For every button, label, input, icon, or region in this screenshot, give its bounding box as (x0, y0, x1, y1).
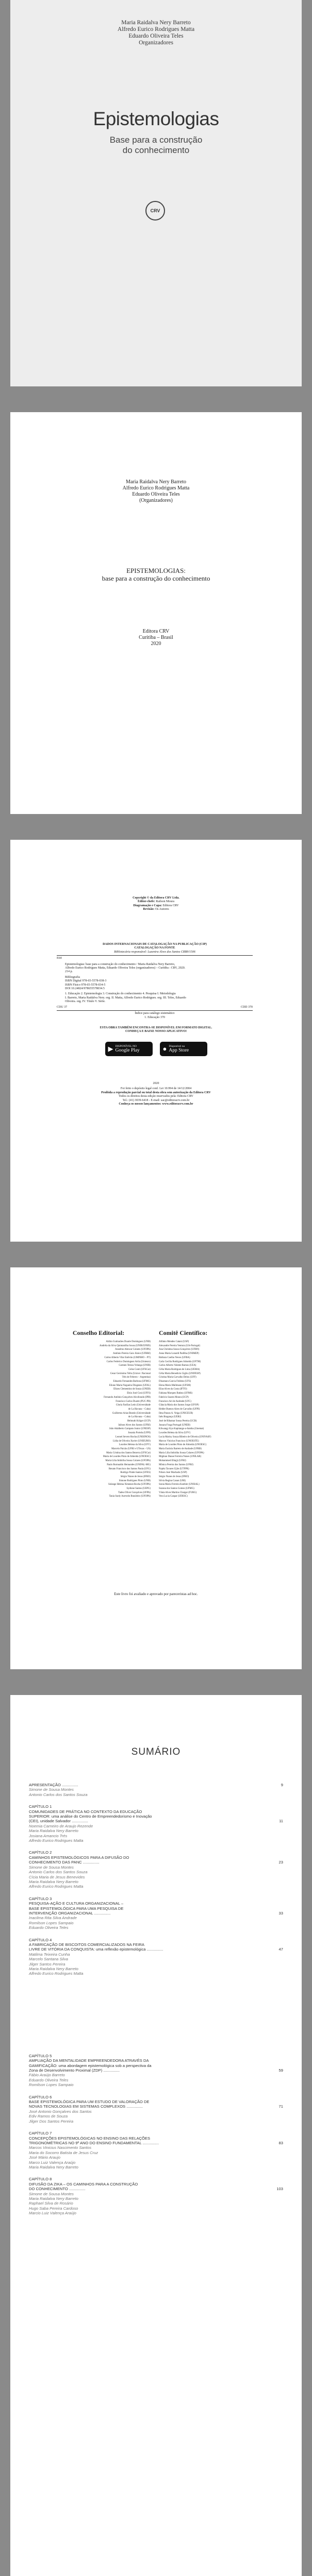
council-columns (46, 1329, 263, 1499)
title-page (10, 412, 302, 814)
chapter-title-text: SUPERIOR: uma análise do Centro de Empreendedorismo e Inovação (29, 1814, 152, 1819)
page-number: 59 (278, 2068, 283, 2073)
chapter-title-text: NOVAS TECNOLOGIAS EM SISTEMAS COMPLEXOS (29, 2104, 126, 2109)
chapter-title-text: A FABRICAÇÃO DE BISCOITOS COMERCIALIZADOS NA FEIRA (29, 1942, 144, 1947)
chapter-title-line (29, 2182, 283, 2187)
catalog-card (57, 943, 253, 1020)
publication-year: 2020 (151, 641, 161, 647)
scientific-member: Najela Tavares Ujiie (UTFPR) (159, 1467, 189, 1470)
dot-leader: ............... (93, 1910, 111, 1916)
scientific-member: Inês Bragança (UERJ) (159, 1416, 182, 1419)
chapter-author: Ediv Ramos de Souza (29, 2114, 68, 2119)
dot-leader: ............... (71, 1819, 88, 1824)
dot-leader: ............... (125, 2104, 143, 2109)
title-page-title (10, 567, 302, 582)
chapter-title-line (29, 1942, 283, 1947)
editorial-member: Maria de Lourdes Pinto de Almeida (UNOESC) (103, 1455, 151, 1459)
chapter-author: Simone de Sousa Montes (29, 2191, 74, 2196)
scientific-member: Mohammed Elhajji (UFRJ) (159, 1460, 186, 1463)
chapter-author: Marcos Vinicius Nascimento Santos (29, 2145, 91, 2150)
review-name: Os Autores (155, 908, 169, 911)
chapter-author: Jilger Dos Santos Pereira (29, 2119, 74, 2124)
editorial-member: Élsio José Corá (UFFS) (127, 1392, 151, 1395)
copyright-page (10, 840, 302, 1242)
editorial-member: Francisco Carlos Duarte (PUC-PR) (116, 1400, 151, 1403)
catalog-line: Oliveira. org. IV. Título V. Série. (65, 1000, 106, 1004)
author-name: Eduardo Oliveira Teles (132, 492, 180, 497)
scientific-member: Sonia Maria Ferreira Koehler (UNISAL) (159, 1483, 200, 1486)
chapter-title-text: INTERVENÇÃO ORGANIZACIONAL (29, 1910, 93, 1916)
scientific-member: Vera Lucia Gaspar (UDESC) (159, 1495, 188, 1498)
review-label: Revisão: (143, 908, 155, 911)
editorial-member: Lourdes Helena da Silva (UFV) (119, 1444, 151, 1447)
chapter-title-line (29, 1947, 283, 1952)
chapter-author: Simone de Sousa Montes (29, 1787, 74, 1792)
editorial-member: Eduardo Fernandes Barbosa (UFMG) (113, 1380, 151, 1383)
chapter-title-line (29, 1783, 283, 1787)
scientific-member: Fabrício Soares Moura (UCP) (159, 1396, 189, 1399)
dot-leader: ............... (145, 1947, 163, 1952)
book-subtitle: base para a construção do conhecimento (102, 574, 210, 582)
badge-caption: DISPONÍVEL NO (115, 1044, 137, 1048)
chapter-author: Eduardo Oliveira Teles (29, 2077, 69, 2082)
chapter-author: José Mário Araujo (29, 2155, 60, 2160)
editorial-member: Carlos Federico Dominguez Avila (Unieuro) (106, 1360, 151, 1363)
legal-line: Todos os direitos desta edição reservados pela: Editora CRV (119, 1095, 193, 1098)
author-role: (Organizadores) (139, 498, 173, 503)
legal-line: Proibida a reprodução parcial ou total desta obra sem autorização da Editora CRV (101, 1091, 211, 1094)
toc-entry (29, 1783, 283, 1797)
scientific-committee (159, 1329, 263, 1499)
editorial-member: Elizeu Clementino de Souza (UNEB) (113, 1388, 151, 1391)
page-number: 47 (278, 1947, 283, 1952)
chapter-author: Matilma Teixeira Cunha (29, 1952, 70, 1957)
chapter-title-text: CAMINHOS EPISTEMOLÓGICOS PARA A DIFUSÃO DO (29, 1855, 129, 1860)
catalog-line: Bibliografia (65, 975, 80, 979)
catalog-heading: CATALOGAÇÃO NA FONTE (134, 946, 175, 950)
badge-name: Google Play (115, 1047, 140, 1053)
author-role: Organizadores (139, 40, 173, 46)
scientific-member: José de Ribamar Sousa Pereira (UCB) (159, 1420, 197, 1423)
chapter-title-line (29, 2099, 283, 2104)
play-store-icon: ▶ (108, 1045, 113, 1053)
chapter-title-text: CONCEPÇÕES EPISTEMOLÓGICAS NO ENSINO DAS RELAÇÕES (29, 2136, 151, 2141)
book-title: EPISTEMOLOGIAS: (126, 567, 186, 574)
cover-authors (10, 20, 302, 46)
editorial-member: Paulo Romualdo Hernandes (UNIFAL-MG) (107, 1463, 151, 1466)
chapter-author: Romilson Lopes Sampaio (29, 2082, 74, 2088)
scientific-member: Vânia Alves Martins Chaigar (FURG) (159, 1491, 197, 1494)
chapter-author: Raphael Silva de Rosário (29, 2201, 73, 2206)
chapter-title-text: GAMIFICAÇÃO: uma abordagem epistemológica sob a perspectiva da (29, 2063, 152, 2068)
editorial-member: Rodrigo Pratte-Santos (UFES) (120, 1471, 151, 1475)
chapter-title-text: COMUNIDADES DE PRÁTICA NO CONTEXTO DA EDUCAÇÃO (29, 1809, 142, 1814)
scientific-member: Carla Cecília Rodrigues Almeida (UFTM) (159, 1360, 201, 1363)
editorial-member: Tania Suely Azevedo Brasileiro (UFOPA) (109, 1495, 151, 1498)
scientific-member: Jussara Fraga Portugal (UNEB) (159, 1423, 190, 1427)
editorial-member: Guillermo Arias Beatón (Universidade (112, 1412, 151, 1415)
council-page (10, 1267, 302, 1669)
catalog-line: ISBN Digital 978-65-5578-038-3 (65, 979, 107, 983)
chapter-author: Josiana Amancio Trés (29, 1833, 68, 1838)
dot-leader: ............... (141, 2140, 159, 2145)
chapter-author: Maria Raidalva Nery Barreto (29, 1828, 78, 1834)
scientific-member: Suzana dos Santos Gomes (UFMG) (159, 1487, 194, 1490)
chapter-author: Antonio Carlos dos Santos Souza (29, 1870, 88, 1875)
chapter-title-line (29, 2058, 283, 2063)
cover-page (10, 0, 302, 386)
chapter-author: Marcelo Santana Silva (29, 1957, 68, 1962)
chapter-author: Maria do Socorro Batista de Jesus Cruz (29, 2150, 98, 2155)
chapter-title-line (29, 2068, 283, 2073)
editorial-member: Marcelo Paixão (UFRJ e UTexas – US) (111, 1447, 151, 1450)
editorial-member: Leonel Severo Rocha (UNISINOS) (115, 1435, 151, 1438)
scientific-member: Dinamara Garcia Feldens (UFS) (159, 1380, 191, 1383)
editorial-member: Josania Portela (UFPI) (128, 1432, 151, 1435)
editorial-member: Fernando Antônio Gonçalves Alcoforado (IPB) (104, 1396, 151, 1399)
scientific-member: Gláucia Maria dos Santos Jorge (UFOP) (159, 1404, 199, 1407)
page-number: 103 (276, 2187, 283, 2192)
chapter-title-line (29, 1906, 283, 1911)
editorial-member: de La Havana – Cuba) (128, 1416, 151, 1419)
page-number: 23 (278, 1860, 283, 1865)
scientific-member: Alexandre Pereira Ventura (UA-Portugal) (159, 1344, 200, 1347)
scientific-member: Lucia Marisy Souza Ribeiro de Oliveira (UNIVASF) (159, 1435, 211, 1438)
chapter-title-line (29, 1860, 283, 1865)
catalog-line: 214 p. (65, 970, 73, 974)
chapter-title-text: Zona de Desenvolvimento Proximal (ZDP) (29, 2068, 103, 2073)
chapter-author: Maria Raidalva Nery Barreto (29, 1967, 78, 1971)
chapter-title-line (29, 1855, 283, 1860)
chapter-author: Cícia Maria de Jesus Benevides (29, 1874, 85, 1879)
store-badges (10, 1042, 302, 1056)
google-play-badge[interactable] (105, 1042, 153, 1056)
editorial-board (46, 1329, 151, 1499)
chapter-author: Eduardo Oliveira Teles (29, 1925, 69, 1930)
chapter-title-text: LIVRE DE VITÓRIA DA CONQUISTA: uma reflexão epistemológica (29, 1947, 146, 1952)
scientific-member: Marcos Vinicius Francisco (UNOESTE) (159, 1439, 199, 1443)
cdd-code: CDD 370 (240, 1005, 253, 1009)
scientific-member: Míghian Danae Ferreira Nunes (UNILAB) (159, 1455, 202, 1459)
editorial-member: João Adalberto Campato Junior (UNESP) (109, 1428, 151, 1431)
scientific-member: Elena Maria Mallmann (UFSM) (159, 1384, 191, 1387)
catalog-line: DOI 10.24824/978655578034.5 (65, 987, 105, 991)
apple-icon: ● (162, 1045, 167, 1053)
scientific-member: Fabiana Marques Batista (UFMS) (159, 1392, 193, 1395)
dot-leader: ............... (68, 2187, 86, 2192)
author-name: Alfredo Eurico Rodrigues Matta (117, 26, 195, 32)
chapter-label: CAPÍTULO 1 (29, 1804, 52, 1809)
editorial-member: Carmen Tereza Velanga (UNIR) (119, 1364, 151, 1367)
dot-leader: ............... (60, 1783, 78, 1787)
scientific-member: Sérgio Nunes de Jesus (IFRO) (159, 1475, 189, 1478)
crv-logo-icon (145, 201, 165, 221)
editorial-member: Três de Febrero – Argentina) (122, 1376, 151, 1379)
chapter-author: Marco Luiz Valença Araújo (29, 2160, 76, 2165)
scientific-member: Elias Alves da Costa (IFTO) (159, 1388, 187, 1391)
chapter-author: Alfredo Eurico Rodrigues Matta (29, 1838, 84, 1843)
catalog-librarian: Bibliotecária responsável: Luzenira Alves dos Santos CRB9/1506 (114, 950, 195, 954)
chapter-author: Antonio Carlos dos Santos Souza (29, 1792, 88, 1797)
scientific-member: Maria Eurácia Barreto de Andrade (UFRB) (159, 1447, 202, 1450)
chapter-author: Fábio Araújo Barreto (29, 2073, 65, 2078)
scientific-member: Célia Maria Benedicto Giglio (UNIFESP) (159, 1372, 201, 1375)
scientific-member: Maria Lília Imbiriba Sousa Colares (UFOPA) (159, 1451, 204, 1454)
catalog-line: Alfredo Eurico Rodrigues Matta, Eduardo Oliveira Teles (organizadores) – Curitiba : CRV, 2020. (65, 967, 186, 970)
dot-leader: ............... (102, 2068, 120, 2073)
chapter-title-text: BASE EPISTEMOLÓGICA PARA UMA PESQUISA DE (29, 1906, 124, 1911)
page-number: 33 (278, 1910, 283, 1916)
scientific-member: Bárbara Coelho Neves (UFBA) (159, 1356, 190, 1359)
chapter-label: CAPÍTULO 7 (29, 2131, 52, 2136)
page-number: 83 (278, 2140, 283, 2145)
editorial-member: Sydione Santos (UEPG) (126, 1487, 151, 1490)
chapter-title-line (29, 1814, 283, 1819)
dot-leader: ............... (81, 1860, 100, 1865)
chapter-title-line (29, 1819, 283, 1823)
layout-name: Editora CRV (162, 904, 179, 907)
chapter-author: Inacilma Rita Silva Andrade (29, 1916, 77, 1921)
toc-entry (29, 1896, 283, 1930)
scientific-heading: Comitê Científico: (159, 1329, 208, 1336)
catalog-heading: DADOS INTERNACIONAIS DE CATALOGAÇÃO NA PUBLICAÇÃO (CIP) (103, 943, 207, 946)
subtitle-line: Base para a construção (109, 135, 203, 145)
catalog-line: 1. Educação 2. Epistemologia 3. Construção do conhecimento 4. Pesquisa I. Metodologia (65, 992, 176, 996)
chapter-title-line (29, 1809, 283, 1814)
chapter-title-line (29, 2187, 283, 2191)
table-of-contents (29, 1783, 283, 2223)
chapter-label: CAPÍTULO 8 (29, 2177, 52, 2182)
copyright-block (10, 896, 302, 912)
legal-block (10, 1082, 302, 1106)
toc-entry (29, 1850, 283, 1889)
chapter-author: Maria Raidalva Nery Barreto (29, 1879, 78, 1884)
chapter-author: Alfredo Eurico Rodrigues Matta (29, 1971, 84, 1976)
scientific-member: Ilma Passos A. Veiga (UNICEUB) (159, 1412, 193, 1415)
editorial-member: Maria Lília Imbiriba Sousa Colares (UFOPA) (105, 1460, 151, 1463)
scientific-member: Célia Maria Rodrigues de Lima (UEMA) (159, 1368, 200, 1371)
scientific-member: Helder Buenos Aires de Carvalho (UFPI) (159, 1408, 200, 1411)
toc-entry (29, 2131, 283, 2170)
chapter-title-text: CONHECIMENTO DAS PANC (29, 1860, 82, 1865)
scientific-member: Mônica Pereira dos Santos (UFRJ) (159, 1463, 193, 1466)
chapter-author: José Antonio Gonçalves dos Santos (29, 2109, 92, 2114)
summary-page (10, 1695, 302, 2576)
chapter-label: CAPÍTULO 2 (29, 1850, 52, 1855)
scientific-member: Maria de Lourdes Pinto de Almeida (UNOESC) (159, 1444, 207, 1447)
editor-label: Editor-chefe: (137, 900, 155, 904)
author-name: Maria Raidalva Nery Barreto (121, 20, 191, 26)
author-name: Maria Raidalva Nery Barreto (126, 479, 186, 485)
chapter-title-text: DIFUSÃO DA ZIKA – OS CAMINHOS PARA A CONSTRUÇÃO (29, 2181, 138, 2187)
scientific-member: Ana Christina Souza Gonçalves (UFRN) (159, 1348, 200, 1351)
editorial-member: Maria Cristina dos Santos Bezerra (UFSCar) (106, 1451, 151, 1454)
chapter-title-line (29, 1901, 283, 1906)
cdu-code: CDU 37 (57, 1005, 68, 1009)
chapter-author: Marcio Luiz Valença Araújo (29, 2211, 76, 2216)
editorial-member: Elione Maria Nogueira Diogenes (UFAL) (109, 1384, 151, 1387)
toc-entry (29, 2095, 283, 2124)
editorial-member: Antônio Pereira Gaio Júnior (UFRRJ) (112, 1352, 151, 1355)
scientific-member: Kilwangy Kya Kapitango-a-Samba (Unemat) (159, 1428, 204, 1431)
chapter-author: Maria Raidalva Nery Barreto (29, 2196, 78, 2201)
author-name: Eduardo Oliveira Teles (128, 33, 184, 39)
editorial-member: Andréia da Silva Quintanilha Sousa (UNIR/UFRN) (100, 1344, 151, 1347)
layout-label: Diagramação e Capa: (133, 904, 162, 907)
chapter-label: CAPÍTULO 6 (29, 2094, 52, 2099)
chapter-author: Simone de Sousa Montes (29, 1865, 74, 1870)
chapter-label: CAPÍTULO 3 (29, 1896, 52, 1901)
editorial-member: Gloria Fariñas León (Universidade (116, 1404, 151, 1407)
page-number: 71 (278, 2104, 283, 2109)
scientific-member: Francisco Ari de Andrade (UFC) (159, 1400, 191, 1403)
editorial-member: Celso Conti (UFSCar) (128, 1368, 151, 1371)
ebook-notice (10, 1026, 302, 1034)
page-number: 11 (279, 1819, 283, 1824)
chapter-title-text: PESQUISA-AÇÃO E CULTURA ORGANIZACIONAL – (29, 1901, 124, 1906)
scientific-member: Cristina Maria Carvalho Delou (UFF) (159, 1376, 196, 1379)
badge-name: App Store (169, 1047, 189, 1053)
chapter-title-line (29, 2141, 283, 2145)
toc-entry (29, 1938, 283, 1976)
index-heading: Índice para catálogo sistemático (135, 1012, 175, 1015)
chapter-author: Jilger Santos Pereira (29, 1961, 65, 1967)
scientific-member: Anna Maria Lunardi Padilha (UNIMEP) (159, 1352, 199, 1355)
toc-entry (29, 2177, 283, 2215)
chapter-author: Maria Raidalva Nery Barreto (29, 2164, 78, 2170)
copyright-line: Copyright © da Editora CRV Ltda. (133, 896, 179, 900)
chapter-title-line (29, 2104, 283, 2109)
editorial-member: Carlos Alberto Vilar Estêvão (UMINHO – PT) (104, 1356, 151, 1359)
chapter-label: CAPÍTULO 4 (29, 1937, 52, 1942)
cover-subtitle (10, 135, 302, 156)
chapter-title-text: (CEI), unidade Salvador (29, 1819, 71, 1824)
publisher-city: Curitiba – Brasil (139, 635, 173, 640)
editorial-member: Anselmo Alencar Colares (UFOPA) (115, 1348, 151, 1351)
summary-heading: SUMÁRIO (131, 1747, 181, 1757)
chapter-title-line (29, 1911, 283, 1916)
page-number: 9 (281, 1783, 283, 1787)
editorial-member: Sérgio Nunes de Jesus (IFRO) (120, 1475, 151, 1478)
editorial-member: Cesar Gerónimo Tello (Univer .Nacional (110, 1372, 151, 1375)
editor-name: Railson Moura (156, 900, 175, 904)
editorial-member: de La Havana – Cuba) (128, 1408, 151, 1411)
cover-title: Epistemologias (93, 108, 219, 129)
editorial-member: Solange Helena Ximenes-Rocha (UFOPA) (108, 1483, 151, 1486)
app-store-badge[interactable] (160, 1042, 207, 1056)
chapter-label: CAPÍTULO 5 (29, 2053, 52, 2058)
chapter-title-line (29, 2136, 283, 2141)
website-line: Conheça os nossos lançamentos: www.editoracrv.com.br (119, 1103, 193, 1106)
publisher-block (10, 629, 302, 647)
scientific-member: Nilson José Machado (USP) (159, 1471, 187, 1475)
badge-caption: Disponível na (169, 1044, 185, 1048)
editorial-member: Simone Rodrigues Pinto (UNB) (119, 1479, 151, 1482)
editorial-member: Aldira Guimarães Duarte Domínguez (UNB) (106, 1341, 151, 1343)
chapter-title-line (29, 2063, 283, 2068)
ebook-line: CONHEÇA E BAIXE NOSSO APLICATIVO! (125, 1030, 187, 1033)
author-name: Alfredo Eurico Rodrigues Matta (122, 485, 190, 491)
chapter-author: Noemia Carneiro de Araujo Rezende (29, 1823, 93, 1828)
chapter-title-text: AMPLIAÇÃO DA MENTALIDADE EMPREENDEDORA ATRAVÉS DA (29, 2058, 149, 2063)
scientific-member: Silvia Regina Canan (URI) (159, 1479, 186, 1482)
scientific-member: Lourdes Helena da Silva (UFV) (159, 1432, 191, 1435)
catalog-line: Epistemologias: base para a construção do conhecimento / Maria Raidalva Nery Barreto, (65, 962, 175, 966)
catalog-code: E64 (57, 957, 62, 960)
index-item: 1. Educação 370 (144, 1015, 165, 1019)
catalog-line: ISBN Físico 978-65-5578-034-5 (65, 983, 106, 987)
contact-line: Tel.: (41) 3039-6418 - E-mail: sac@editoracrv.com.br (122, 1098, 190, 1102)
editorial-member: Lídia de Oliveira Xavier (UNIEURO) (113, 1439, 151, 1443)
toc-entry (29, 1804, 283, 1843)
scientific-member: Afrânio Mendes Catani (USP) (159, 1341, 189, 1343)
toc-entry (29, 2054, 283, 2088)
catalog-line: I. Barreto, Maria Raidalva Nery. org. II. Matta, Alfredo Eurico Rodrigues. org. III. Teles, Eduardo (65, 996, 186, 999)
logo-text: CRV (150, 208, 160, 213)
editorial-member: Jailson Alves dos Santos (UFRJ) (118, 1423, 151, 1427)
title-page-authors (10, 479, 302, 504)
editorial-member: Helmuth Krüger (UCP) (127, 1420, 151, 1423)
chapter-title-text: TRIGONOMÉTRICAS NO 9º ANO DO ENSINO FUNDAMENTAL (29, 2140, 142, 2145)
editorial-heading: Conselho Editorial: (72, 1329, 125, 1336)
legal-line: Foi feito o depósito legal conf. Lei 10.994 de 14/12/2004 (120, 1087, 192, 1091)
review-note: Este livro foi avaliado e aprovado por pareceristas ad hoc. (114, 1592, 198, 1596)
publisher-name: Editora CRV (142, 629, 170, 634)
subtitle-line: do conhecimento (122, 145, 190, 155)
chapter-title-text: APRESENTAÇÃO (29, 1783, 61, 1787)
scientific-member: Carlos Alberto Valente Ramos (UEA) (159, 1364, 196, 1367)
chapter-title-text: DO CONHECIMENTO (29, 2187, 68, 2192)
chapter-author: Romilson Lopes Sampaio (29, 1920, 74, 1925)
chapter-author: Hugo Saba Pereira Cardoso (29, 2206, 78, 2211)
editorial-member: Tadeu Oliver Gonçalves (UFPA) (118, 1491, 151, 1494)
chapter-title-text: BASE EPISTEMOLÓGICA PARA UM ESTUDO DE VALORAÇÃO DE (29, 2099, 150, 2105)
legal-line: 2020 (153, 1082, 159, 1085)
editorial-member: Renato Francisco dos Santos Paula (UFG) (108, 1467, 151, 1470)
ebook-line: ESTA OBRA TAMBÉM ENCONTRA-SE DISPONÍVEL EM FORMATO DIGITAL. (100, 1026, 212, 1029)
chapter-author: Alfredo Eurico Rodrigues Matta (29, 1884, 84, 1889)
